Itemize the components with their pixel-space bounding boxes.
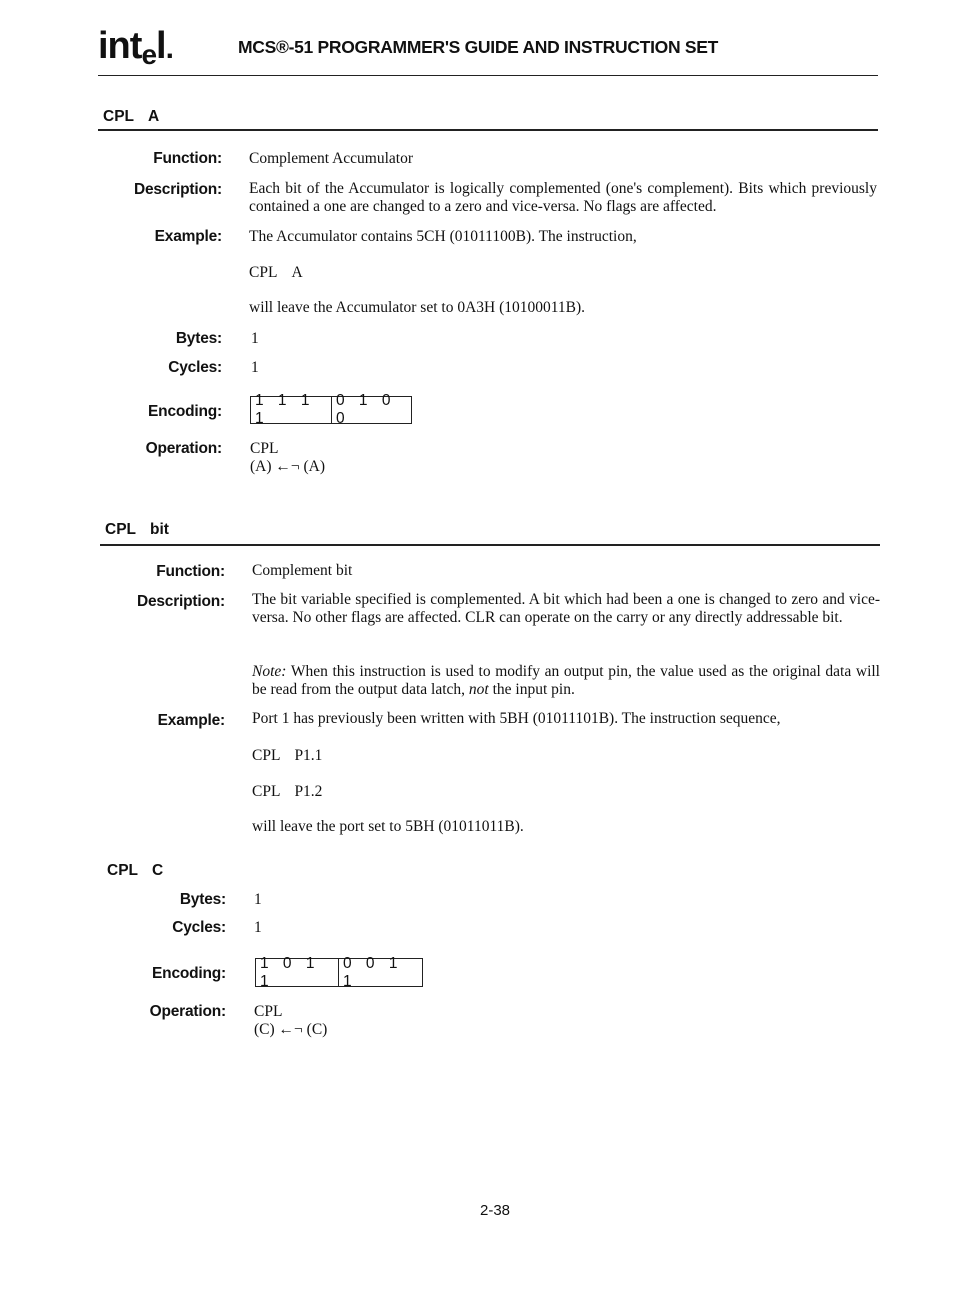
section-rule-cpl-bit	[100, 544, 880, 546]
bytes-value: 1	[251, 330, 259, 347]
cycles-label: Cycles:	[172, 919, 226, 936]
example-label: Example:	[157, 712, 225, 729]
function-label: Function:	[153, 150, 222, 167]
operation-line-2: (A) ←¬ (A)	[250, 458, 326, 475]
encoding-high-nibble: 1 0 1 1	[260, 954, 320, 990]
section-heading-cpl-a: CPL A	[103, 108, 160, 125]
example-code: CPL A	[249, 264, 303, 281]
page-number: 2-38	[479, 1202, 511, 1219]
section-heading-cpl-bit: CPL bit	[105, 521, 169, 538]
cycles-value: 1	[254, 919, 262, 936]
operation-line-2: (C) ←¬ (C)	[254, 1021, 328, 1038]
description-label: Description:	[136, 593, 225, 610]
encoding-low-nibble: 0 1 0 0	[331, 397, 411, 423]
function-label: Function:	[156, 563, 225, 580]
bytes-value: 1	[254, 891, 262, 908]
cycles-label: Cycles:	[168, 359, 222, 376]
intel-logo: intel.	[98, 25, 173, 70]
example-code-line-1: CPL P1.1	[252, 747, 323, 764]
section-rule-cpl-a	[98, 129, 878, 131]
page-header-title: MCS®-51 PROGRAMMER'S GUIDE AND INSTRUCTION SET	[238, 37, 718, 57]
operation-label: Operation:	[145, 440, 222, 457]
note-prefix: Note:	[252, 663, 287, 680]
example-result: will leave the port set to 5BH (01011011B).	[252, 818, 524, 835]
encoding-high-nibble: 1 1 1 1	[255, 392, 315, 427]
operation-line-1: CPL	[250, 440, 279, 457]
encoding-box	[255, 954, 423, 990]
description-text: Each bit of the Accumulator is logically complemented (one's complement). Bits which previously contained a one are changed to a zero and vice-versa. No flags are affected.	[249, 180, 877, 215]
encoding-box	[250, 392, 412, 427]
example-intro: The Accumulator contains 5CH (01011100B). The instruction,	[249, 228, 637, 245]
encoding-low-nibble: 0 0 1 1	[338, 959, 422, 986]
description-text: The bit variable specified is complemented. A bit which had been a one is changed to zero and vice-versa. No other flags are affected. CLR can operate on the carry or any directly addressable bit.	[252, 591, 880, 626]
bytes-label: Bytes:	[175, 330, 222, 347]
bytes-label: Bytes:	[179, 891, 226, 908]
function-value: Complement bit	[252, 562, 353, 579]
cycles-value: 1	[251, 359, 259, 376]
operation-line-1: CPL	[254, 1003, 283, 1020]
section-heading-cpl-c: CPL C	[107, 862, 164, 879]
example-result: will leave the Accumulator set to 0A3H (10100011B).	[249, 299, 586, 316]
encoding-label: Encoding:	[148, 403, 222, 420]
encoding-label: Encoding:	[152, 965, 226, 982]
example-label: Example:	[154, 228, 222, 245]
example-code-line-2: CPL P1.2	[252, 783, 323, 800]
note-text: Note: When this instruction is used to modify an output pin, the value used as the original data will be read from the output data latch, not the input pin.	[252, 663, 880, 698]
description-label: Description:	[133, 181, 222, 198]
function-value: Complement Accumulator	[249, 150, 414, 167]
example-intro: Port 1 has previously been written with 5BH (01011101B). The instruction sequence,	[252, 710, 781, 727]
operation-label: Operation:	[149, 1003, 226, 1020]
header-rule	[98, 75, 878, 76]
